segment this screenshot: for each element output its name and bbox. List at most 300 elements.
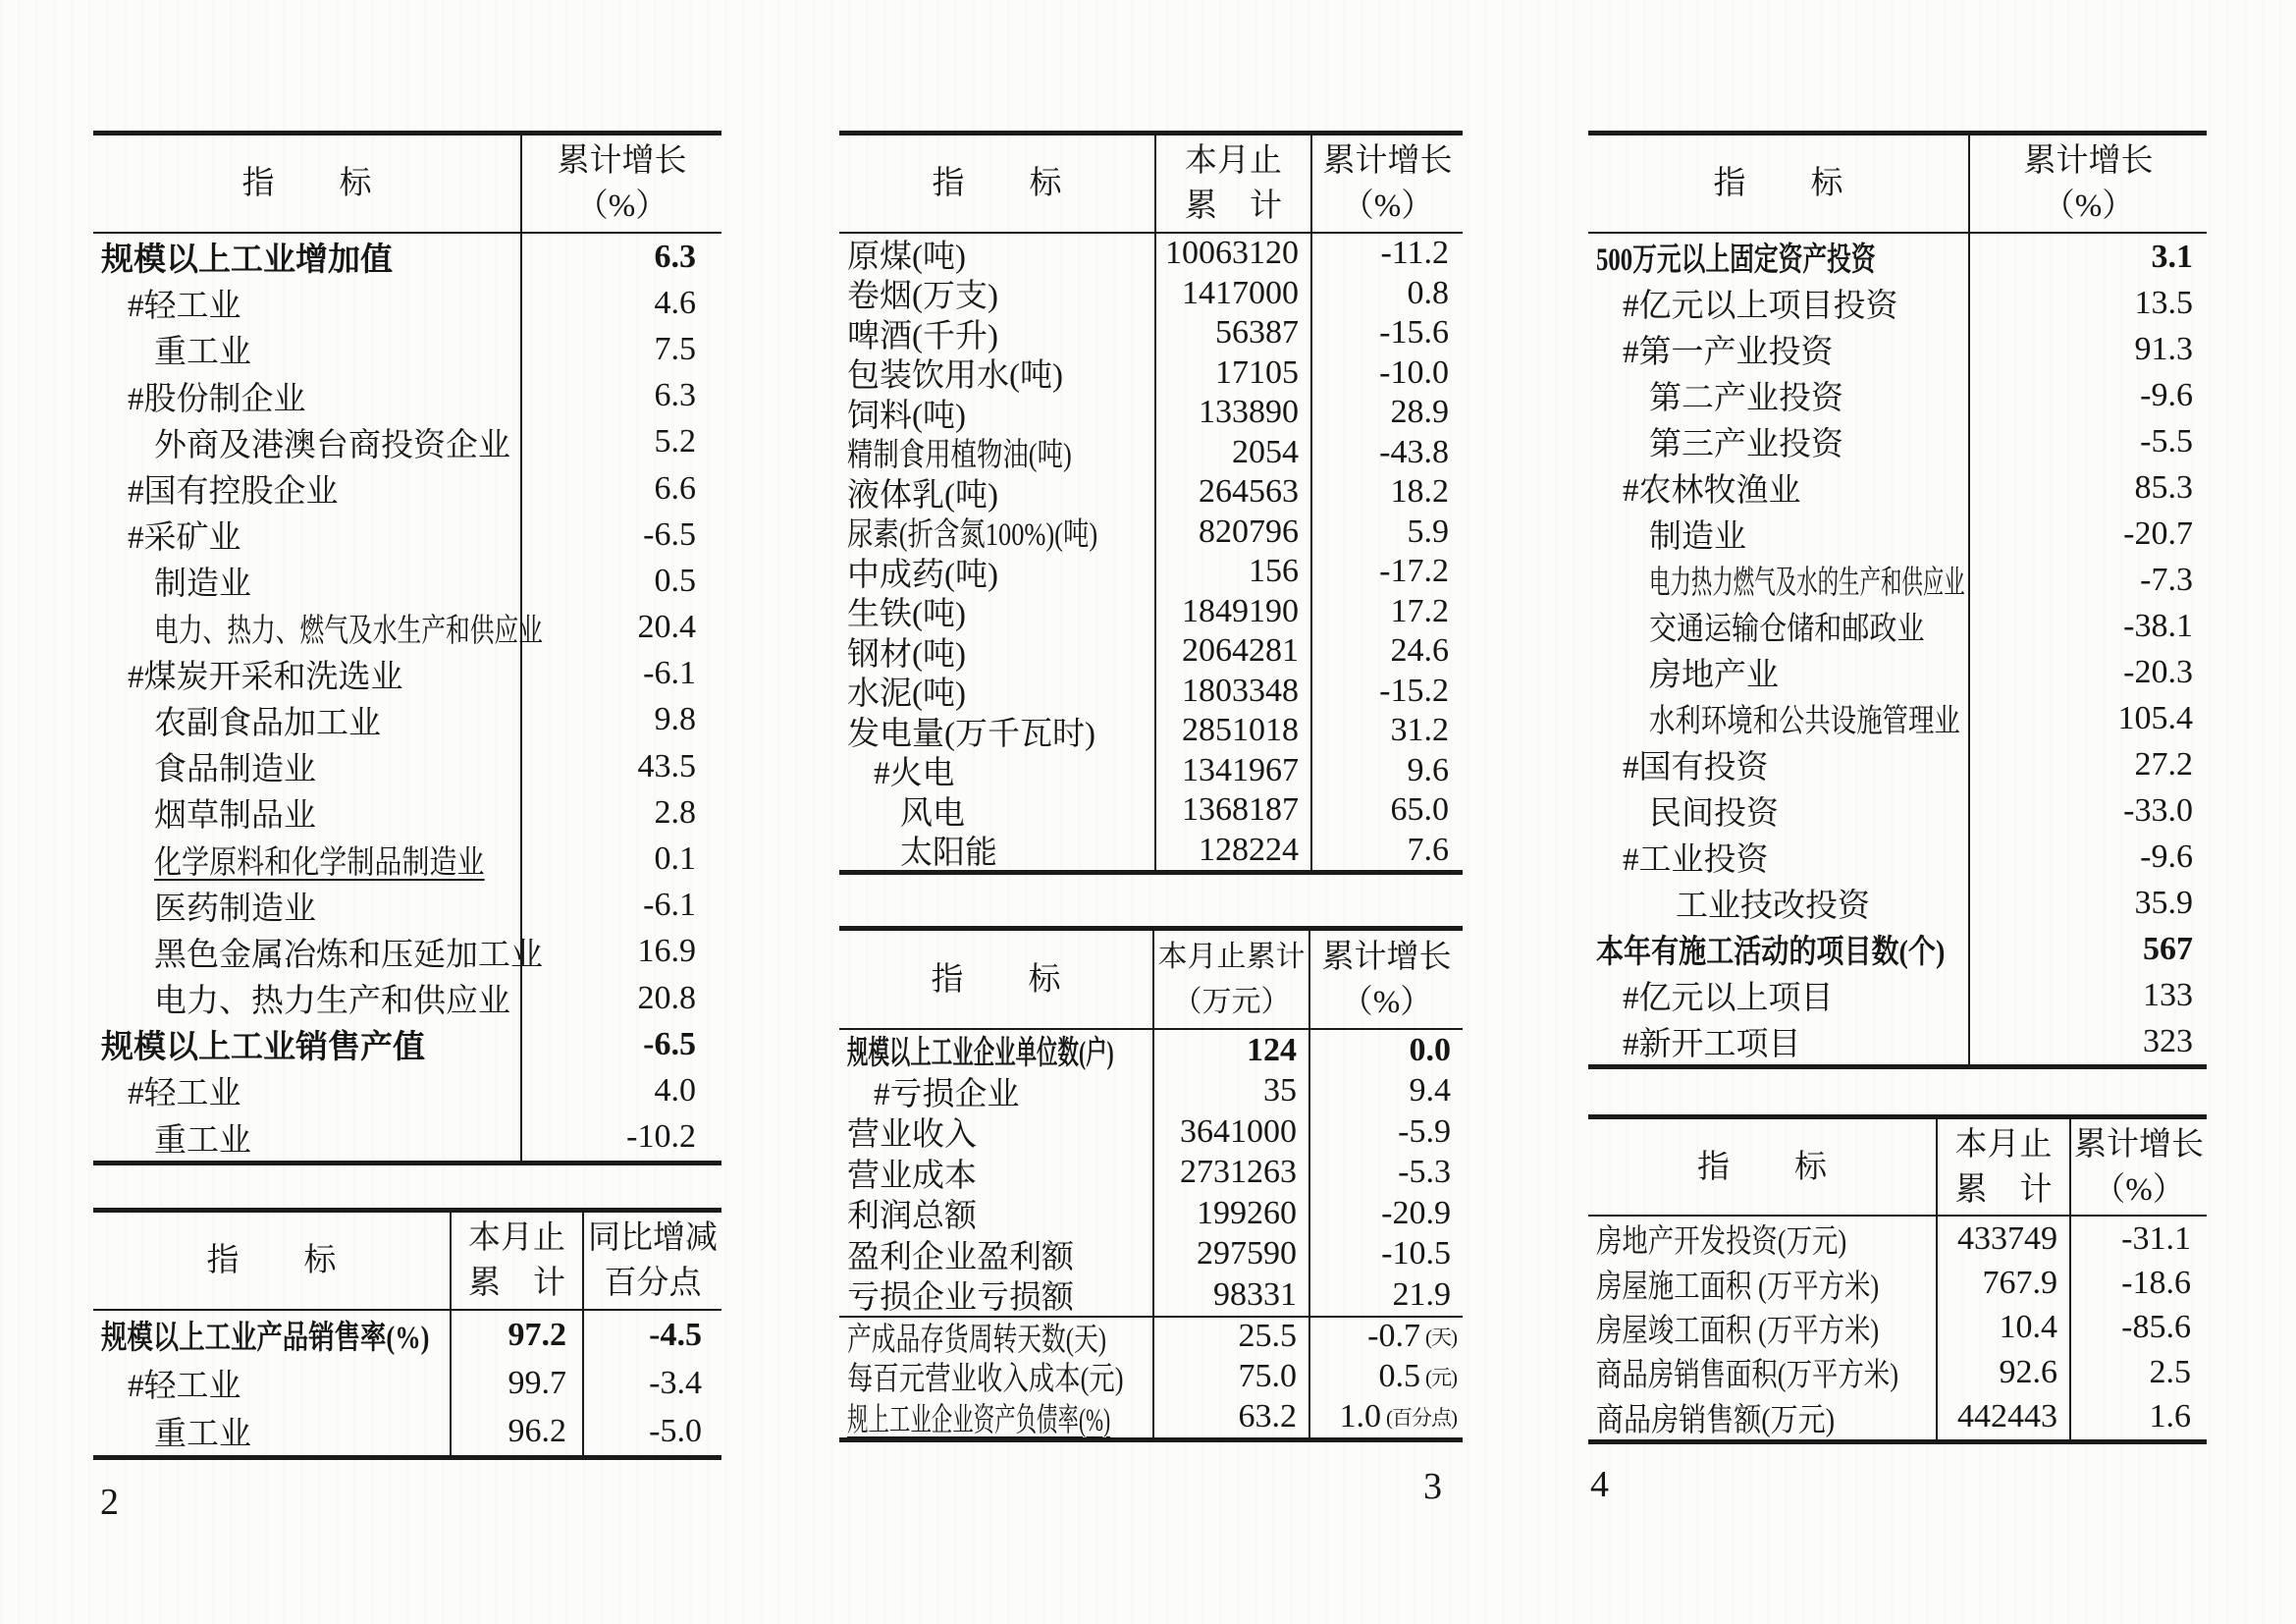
table-major-industrial-products-output — [839, 131, 1463, 875]
row-label-text: 规模以上工业增加值 — [101, 243, 393, 279]
row-label — [839, 1193, 1152, 1234]
row-label — [93, 1114, 520, 1161]
column-header-indicator: 指 标 — [1713, 166, 1843, 201]
row-value: 65.0 — [1310, 790, 1463, 831]
row-label-text: 产成品存货周转天数(天) — [847, 1322, 1106, 1358]
row-label-text: #采矿业 — [128, 520, 241, 557]
table-industrial-enterprises-finance — [839, 926, 1463, 1442]
column-header-value — [1308, 931, 1463, 1028]
row-value: 2851018 — [1154, 711, 1310, 751]
row-value: -18.6 — [2069, 1261, 2207, 1305]
row-label — [1588, 834, 1968, 880]
column-header-value — [1310, 135, 1463, 232]
row-label-text: 营业成本 — [847, 1158, 977, 1194]
row-label-text: 原煤(吨) — [847, 239, 966, 275]
table-row — [839, 552, 1463, 592]
table-row — [839, 1071, 1463, 1112]
header-line1: 本月止 — [468, 1220, 565, 1256]
row-value: 567 — [1968, 926, 2207, 972]
row-label — [93, 1407, 450, 1455]
column-header-indicator: 指 标 — [1697, 1149, 1827, 1185]
row-value: 97.2 — [450, 1311, 582, 1359]
table-row — [839, 1030, 1463, 1071]
row-value: 20.4 — [520, 605, 721, 651]
row-value: 75.0 — [1152, 1356, 1308, 1397]
row-label — [839, 552, 1154, 592]
row-label-text: 房地产开发投资(万元) — [1596, 1224, 1847, 1261]
row-label — [839, 592, 1154, 632]
table-row — [93, 1359, 721, 1407]
row-label-text: 重工业 — [154, 335, 251, 371]
row-label-text: 规模以上工业产品销售率(%) — [101, 1321, 430, 1356]
row-label-text: #股份制企业 — [128, 381, 306, 417]
table-row — [839, 1274, 1463, 1316]
row-label — [1588, 972, 1968, 1018]
row-label — [839, 711, 1154, 751]
row-value: 4.0 — [520, 1067, 721, 1113]
row-label — [1588, 326, 1968, 372]
table-header-row — [1588, 135, 2207, 234]
column-header-value — [1152, 931, 1308, 1028]
column-header-value — [1154, 135, 1310, 232]
row-value: -43.8 — [1310, 433, 1463, 473]
header-line1: 累计增长 — [2074, 1126, 2204, 1163]
column-header-value — [520, 135, 721, 232]
table-industrial-product-sales-rate — [93, 1208, 721, 1460]
table-row — [839, 234, 1463, 274]
row-label — [93, 789, 520, 836]
row-value: 0.1 — [520, 836, 721, 882]
row-label-text: #国有投资 — [1623, 750, 1769, 785]
table-row — [839, 751, 1463, 791]
header-line1: 本月止 — [1954, 1126, 2053, 1163]
row-value: 297590 — [1152, 1234, 1308, 1275]
row-label-text: 第三产业投资 — [1649, 427, 1843, 462]
row-value: -7.3 — [1968, 557, 2207, 603]
column-header-indicator: 指 标 — [206, 1243, 337, 1278]
row-value: 1.0 (百分点) — [1308, 1397, 1463, 1438]
row-label-text: #农林牧渔业 — [1623, 473, 1801, 509]
row-value: 17.2 — [1310, 592, 1463, 632]
row-value: 20.8 — [520, 975, 721, 1021]
row-value: 10063120 — [1154, 234, 1310, 274]
row-label — [839, 1071, 1152, 1112]
row-label — [839, 433, 1154, 473]
row-value: -9.6 — [1968, 372, 2207, 418]
row-label-text: 液体乳(吨) — [847, 477, 998, 514]
row-label-text: 交通运输仓储和邮政业 — [1649, 612, 1925, 647]
row-label — [93, 743, 520, 789]
row-label — [839, 1397, 1152, 1438]
row-label-text: 水泥(吨) — [847, 677, 966, 713]
row-value: 433749 — [1936, 1217, 2069, 1261]
row-value: -5.0 — [582, 1407, 721, 1455]
row-label — [93, 558, 520, 604]
table-row — [839, 433, 1463, 473]
row-label-text: 重工业 — [154, 1122, 251, 1159]
row-label — [839, 831, 1154, 871]
row-value: 133890 — [1154, 393, 1310, 433]
column-header-indicator: 指 标 — [932, 166, 1062, 201]
header-line2: （%） — [1341, 189, 1434, 224]
row-value: -31.1 — [2069, 1217, 2207, 1261]
value-unit: (元) — [1425, 1365, 1457, 1389]
table-row — [839, 1111, 1463, 1153]
row-value: 0.5 — [520, 558, 721, 604]
table-row — [839, 1153, 1463, 1194]
row-label-text: 制造业 — [1649, 519, 1746, 555]
row-value: 1803348 — [1154, 672, 1310, 712]
table-row — [839, 672, 1463, 712]
table-row — [93, 883, 721, 929]
row-value: 3641000 — [1152, 1111, 1308, 1153]
row-value: 6.3 — [520, 373, 721, 419]
table-row — [1588, 880, 2207, 926]
row-label-text: 精制食用植物油(吨) — [847, 438, 1072, 474]
row-label — [839, 1153, 1152, 1194]
row-value: 85.3 — [1968, 464, 2207, 511]
row-value: -6.1 — [520, 883, 721, 929]
row-label — [93, 512, 520, 558]
row-label — [839, 1318, 1152, 1357]
column-header-value — [1968, 135, 2207, 232]
table-row — [93, 743, 721, 789]
row-value: 156 — [1154, 552, 1310, 592]
row-label-text: 盈利企业盈利额 — [847, 1239, 1074, 1275]
row-value: 1368187 — [1154, 790, 1310, 831]
table-row — [1588, 1217, 2207, 1261]
row-label-text: #煤炭开采和洗选业 — [128, 659, 403, 695]
table-row — [1588, 741, 2207, 787]
table-industrial-added-value-growth — [93, 131, 721, 1165]
row-label-text: 烟草制品业 — [154, 798, 316, 835]
row-label — [93, 1359, 450, 1407]
header-line1: 本月止 — [1185, 143, 1282, 179]
row-label-text: 饲料(吨) — [847, 398, 966, 434]
row-label — [1588, 1261, 1936, 1305]
row-value: 105.4 — [1968, 695, 2207, 741]
row-value: 9.8 — [520, 697, 721, 743]
table-row — [1588, 926, 2207, 972]
table-row — [93, 929, 721, 975]
row-value: -17.2 — [1310, 552, 1463, 592]
table-row — [839, 831, 1463, 871]
row-value: -85.6 — [2069, 1306, 2207, 1350]
row-label — [93, 1067, 520, 1113]
row-label-text: 电力、热力、燃气及水生产和供应业 — [154, 613, 543, 649]
row-value: 35 — [1152, 1071, 1308, 1112]
table-row — [1588, 1018, 2207, 1064]
row-label-text: #国有控股企业 — [128, 474, 339, 511]
table-row — [1588, 695, 2207, 741]
row-label-text: 500万元以上固定资产投资 — [1596, 243, 1876, 278]
row-label — [93, 234, 520, 280]
row-value: 99.7 — [450, 1359, 582, 1407]
row-label — [839, 672, 1154, 712]
row-label — [839, 313, 1154, 353]
row-value: 264563 — [1154, 472, 1310, 513]
row-value: -20.3 — [1968, 649, 2207, 695]
row-label-text: 化学原料和化学制品制造业 — [154, 844, 485, 881]
row-label-text: 本年有施工活动的项目数(个) — [1596, 935, 1946, 970]
row-label-text: #亿元以上项目 — [1623, 981, 1834, 1016]
row-value: -33.0 — [1968, 787, 2207, 834]
row-value: 124 — [1152, 1030, 1308, 1071]
table-row — [1588, 972, 2207, 1018]
row-value: 2731263 — [1152, 1153, 1308, 1194]
row-label-text: 风电 — [900, 795, 965, 832]
table-row — [1588, 511, 2207, 557]
row-value: 18.2 — [1310, 472, 1463, 513]
row-value: 21.9 — [1308, 1274, 1463, 1316]
table-row — [1588, 649, 2207, 695]
row-label — [1588, 1395, 1936, 1439]
column-header-value — [2069, 1119, 2207, 1215]
table-row — [839, 631, 1463, 672]
row-label — [1588, 372, 1968, 418]
header-line2: 累 计 — [1185, 189, 1282, 224]
table-row — [839, 393, 1463, 433]
row-label-text: 卷烟(万支) — [847, 279, 998, 315]
row-label-text: 电力热力燃气及水的生产和供应业 — [1649, 566, 1965, 601]
row-label-text: 规模以上工业企业单位数(户) — [847, 1036, 1114, 1072]
row-label-text: 房地产业 — [1649, 658, 1779, 693]
table-row — [839, 353, 1463, 394]
row-value: 767.9 — [1936, 1261, 2069, 1305]
row-label-text: 生铁(吨) — [847, 597, 966, 633]
table-row — [839, 1356, 1463, 1397]
row-value: -6.5 — [520, 1021, 721, 1067]
row-label-text: 房屋施工面积 (万平方米) — [1596, 1269, 1880, 1305]
row-value: -20.9 — [1308, 1193, 1463, 1234]
row-label — [93, 326, 520, 372]
table-fixed-asset-investment-growth — [1588, 131, 2207, 1069]
row-value: -3.4 — [582, 1359, 721, 1407]
table-row — [93, 1067, 721, 1113]
row-label-text: 亏损企业亏损额 — [847, 1280, 1074, 1317]
row-label-text: 商品房销售面积(万平方米) — [1596, 1358, 1898, 1394]
row-label — [839, 393, 1154, 433]
table-header-row — [93, 135, 721, 234]
table-row — [839, 1397, 1463, 1438]
row-label-text: 重工业 — [154, 1417, 251, 1452]
row-label — [1588, 695, 1968, 741]
row-label-text: 规模以上工业销售产值 — [101, 1030, 425, 1066]
row-label-text: 医药制造业 — [154, 891, 316, 927]
table-header-row — [839, 931, 1463, 1030]
row-label-text: 商品房销售额(万元) — [1596, 1402, 1836, 1438]
table-row — [93, 326, 721, 372]
row-label-text: 制造业 — [154, 567, 251, 603]
header-line2: （%） — [2042, 189, 2135, 224]
table-row — [93, 558, 721, 604]
row-label — [1588, 787, 1968, 834]
row-value: 0.5 (元) — [1308, 1356, 1463, 1397]
row-label-text: 营业收入 — [847, 1117, 977, 1154]
header-line1: 累计增长 — [1322, 143, 1453, 179]
table-row — [839, 790, 1463, 831]
row-label-text: #轻工业 — [128, 1369, 241, 1404]
table-row — [839, 1193, 1463, 1234]
row-label — [839, 1030, 1152, 1071]
row-label-text: 工业技改投资 — [1676, 889, 1870, 924]
table-row — [93, 1311, 721, 1359]
table-header-row — [839, 135, 1463, 234]
row-value: 31.2 — [1310, 711, 1463, 751]
row-label — [1588, 1350, 1936, 1394]
row-value: 98331 — [1152, 1274, 1308, 1316]
row-value: 9.6 — [1310, 751, 1463, 791]
row-label-text: 外商及港澳台商投资企业 — [154, 427, 510, 463]
row-label — [839, 790, 1154, 831]
row-label-text: 电力、热力生产和供应业 — [154, 984, 510, 1020]
row-label-text: #亏损企业 — [874, 1076, 1020, 1112]
row-value: 7.5 — [520, 326, 721, 372]
row-label — [839, 234, 1154, 274]
row-value: 24.6 — [1310, 631, 1463, 672]
column-header-value — [450, 1213, 582, 1309]
row-label — [839, 1234, 1152, 1275]
row-label-text: 黑色金属冶炼和压延加工业 — [154, 937, 543, 973]
row-value: -4.5 — [582, 1311, 721, 1359]
table-row — [1588, 787, 2207, 834]
row-label-text: #新开工项目 — [1623, 1027, 1801, 1062]
table-row — [839, 1316, 1463, 1357]
row-value: 199260 — [1152, 1193, 1308, 1234]
row-label-text: 尿素(折含氮100%)(吨) — [847, 517, 1098, 554]
row-label-text: 包装饮用水(吨) — [847, 358, 1063, 395]
table-row — [93, 1021, 721, 1067]
row-label — [839, 472, 1154, 513]
row-label-text: 钢材(吨) — [847, 636, 966, 673]
row-label — [1588, 464, 1968, 511]
value-unit: (天) — [1425, 1326, 1457, 1350]
row-label — [1588, 880, 1968, 926]
row-value: -10.2 — [520, 1114, 721, 1161]
row-value: 3.1 — [1968, 234, 2207, 280]
table-row — [839, 274, 1463, 314]
row-label-text: #轻工业 — [128, 1076, 241, 1112]
table-real-estate-development — [1588, 1114, 2207, 1444]
row-value: -20.7 — [1968, 511, 2207, 557]
row-value: 92.6 — [1936, 1350, 2069, 1394]
table-row — [1588, 1306, 2207, 1350]
column-header-value — [582, 1213, 721, 1309]
table-row — [93, 789, 721, 836]
column-header-value — [1936, 1119, 2069, 1215]
row-label-text: #亿元以上项目投资 — [1623, 289, 1898, 324]
row-label — [1588, 511, 1968, 557]
row-label — [93, 605, 543, 651]
row-label — [1588, 557, 1968, 603]
row-label — [1588, 1018, 1968, 1064]
row-label — [93, 651, 520, 697]
row-label — [93, 373, 520, 419]
row-label — [839, 751, 1154, 791]
row-label — [839, 631, 1154, 672]
row-label-text: 食品制造业 — [154, 752, 316, 788]
header-line1: 本月止累计 — [1157, 940, 1306, 973]
row-label-text: #工业投资 — [1623, 842, 1769, 878]
row-label-text: 发电量(万千瓦时) — [847, 716, 1095, 752]
row-value: 13.5 — [1968, 280, 2207, 326]
row-label — [839, 1274, 1152, 1316]
row-value: 63.2 — [1152, 1397, 1308, 1438]
table-row — [839, 1234, 1463, 1275]
row-value: 6.3 — [520, 234, 721, 280]
row-label — [93, 1021, 520, 1067]
table-row — [1588, 234, 2207, 280]
page-number: 2 — [100, 1482, 119, 1523]
row-label-text: 农副食品加工业 — [154, 705, 381, 741]
row-value: 442443 — [1936, 1395, 2069, 1439]
row-value: -6.1 — [520, 651, 721, 697]
header-line1: 同比增减 — [588, 1220, 718, 1256]
row-value: 28.9 — [1310, 393, 1463, 433]
row-label — [839, 513, 1154, 553]
table-row — [1588, 372, 2207, 418]
row-value: 0.0 — [1308, 1030, 1463, 1071]
row-value: 5.9 — [1310, 513, 1463, 553]
row-label-text: 水利环境和公共设施管理业 — [1649, 704, 1960, 739]
row-label — [93, 419, 520, 465]
table-row — [839, 592, 1463, 632]
row-label — [93, 280, 520, 326]
row-value: -15.6 — [1310, 313, 1463, 353]
row-label — [1588, 1217, 1936, 1261]
table-header-row — [1588, 1119, 2207, 1217]
row-value: 2.5 — [2069, 1350, 2207, 1394]
header-line2: （%） — [1340, 984, 1433, 1020]
table-row — [839, 513, 1463, 553]
row-label-text: 第二产业投资 — [1649, 381, 1843, 416]
table-row — [93, 697, 721, 743]
table-row — [93, 465, 721, 512]
row-label-text: 民间投资 — [1649, 796, 1779, 832]
row-label — [93, 836, 520, 882]
row-value: 35.9 — [1968, 880, 2207, 926]
row-label-text: 每百元营业收入成本(元) — [847, 1362, 1124, 1398]
row-value: 1849190 — [1154, 592, 1310, 632]
row-label — [93, 929, 543, 975]
row-value: 0.8 — [1310, 274, 1463, 314]
row-value: 2.8 — [520, 789, 721, 836]
table-row — [839, 313, 1463, 353]
row-label — [1588, 418, 1968, 464]
row-label-text: #火电 — [874, 756, 955, 792]
table-row — [1588, 280, 2207, 326]
table-row — [93, 280, 721, 326]
table-row — [1588, 557, 2207, 603]
table-row — [93, 836, 721, 882]
row-label — [1588, 649, 1968, 695]
header-line2: 累 计 — [468, 1266, 565, 1301]
table-row — [839, 711, 1463, 751]
column-header-indicator: 指 标 — [931, 961, 1061, 998]
table-row — [1588, 1350, 2207, 1394]
table-row — [1588, 1261, 2207, 1305]
table-row — [93, 1407, 721, 1455]
row-value: 1.6 — [2069, 1395, 2207, 1439]
row-label — [93, 975, 520, 1021]
row-label — [93, 697, 520, 743]
row-value: 2054 — [1154, 433, 1310, 473]
row-label-text: #轻工业 — [128, 289, 241, 325]
row-value: 128224 — [1154, 831, 1310, 871]
table-row — [93, 975, 721, 1021]
row-label — [839, 1111, 1152, 1153]
header-line2: 累 计 — [1954, 1171, 2053, 1208]
